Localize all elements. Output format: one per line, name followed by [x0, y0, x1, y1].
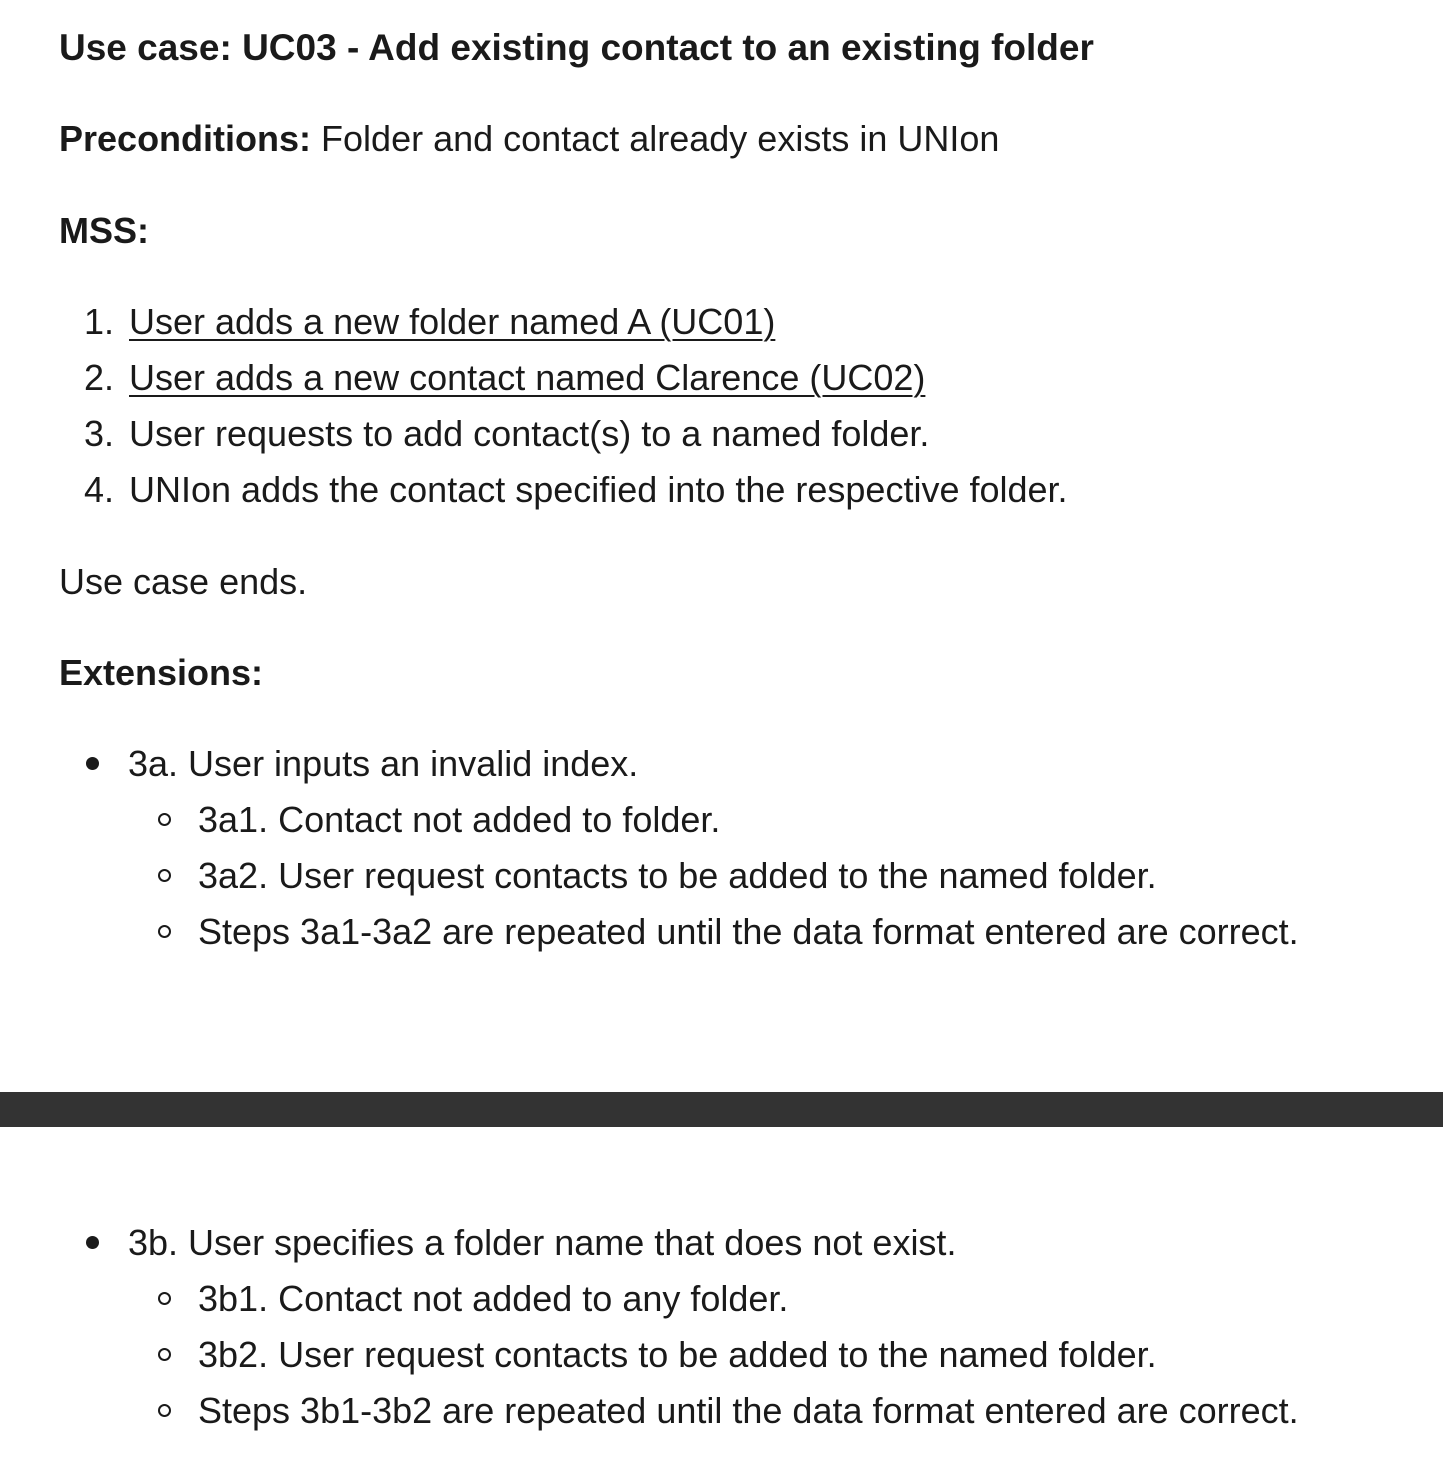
extension-sub-item	[158, 1389, 1299, 1433]
mss-step	[84, 468, 1068, 512]
preconditions	[59, 117, 999, 161]
mss-step	[84, 356, 925, 400]
extension-sub-text: 3b2. User request contacts to be added to the named folder.	[198, 1334, 1157, 1375]
extension-item	[86, 1221, 956, 1265]
extension-item	[86, 742, 638, 786]
bullet-icon	[86, 757, 99, 770]
page-title: Use case: UC03 - Add existing contact to an existing folder	[59, 27, 1094, 68]
hollow-bullet-icon	[158, 1348, 171, 1361]
hollow-bullet-icon	[158, 1404, 171, 1417]
hollow-bullet-icon	[158, 1292, 171, 1305]
mss-step-number: 1.	[84, 301, 115, 342]
hollow-bullet-icon	[158, 925, 171, 938]
bullet-icon	[86, 1236, 99, 1249]
extension-sub-text: Steps 3b1-3b2 are repeated until the data format entered are correct.	[198, 1390, 1299, 1431]
extension-sub-text: 3b1. Contact not added to any folder.	[198, 1278, 789, 1319]
hollow-bullet-icon	[158, 813, 171, 826]
mss-step-text: UNIon adds the contact specified into the respective folder.	[129, 469, 1068, 510]
extension-sub-item	[158, 910, 1299, 954]
preconditions-text: Folder and contact already exists in UNIon	[321, 118, 1000, 159]
page-divider	[0, 1092, 1443, 1127]
mss-step-number: 3.	[84, 413, 115, 454]
mss-step-link-uc01[interactable]: User adds a new folder named A (UC01)	[129, 301, 776, 342]
extension-sub-text: 3a2. User request contacts to be added to the named folder.	[198, 855, 1157, 896]
extension-text: 3a. User inputs an invalid index.	[128, 743, 639, 784]
mss-step-link-uc02[interactable]: User adds a new contact named Clarence (UC02)	[129, 357, 926, 398]
extension-sub-item	[158, 854, 1157, 898]
hollow-bullet-icon	[158, 869, 171, 882]
extensions-heading: Extensions:	[59, 652, 264, 693]
preconditions-label: Preconditions:	[59, 118, 312, 159]
extension-sub-text: Steps 3a1-3a2 are repeated until the data format entered are correct.	[198, 911, 1299, 952]
mss-step-text: User requests to add contact(s) to a named folder.	[129, 413, 930, 454]
mss-heading: MSS:	[59, 210, 149, 251]
mss-step	[84, 412, 929, 456]
mss-step	[84, 300, 775, 344]
extension-text: 3b. User specifies a folder name that does not exist.	[128, 1222, 957, 1263]
use-case-ends: Use case ends.	[59, 561, 308, 602]
extension-sub-text: 3a1. Contact not added to folder.	[198, 799, 721, 840]
mss-step-number: 2.	[84, 357, 115, 398]
extension-sub-item	[158, 1277, 788, 1321]
extension-sub-item	[158, 1333, 1157, 1377]
mss-step-number: 4.	[84, 469, 115, 510]
extension-sub-item	[158, 798, 720, 842]
